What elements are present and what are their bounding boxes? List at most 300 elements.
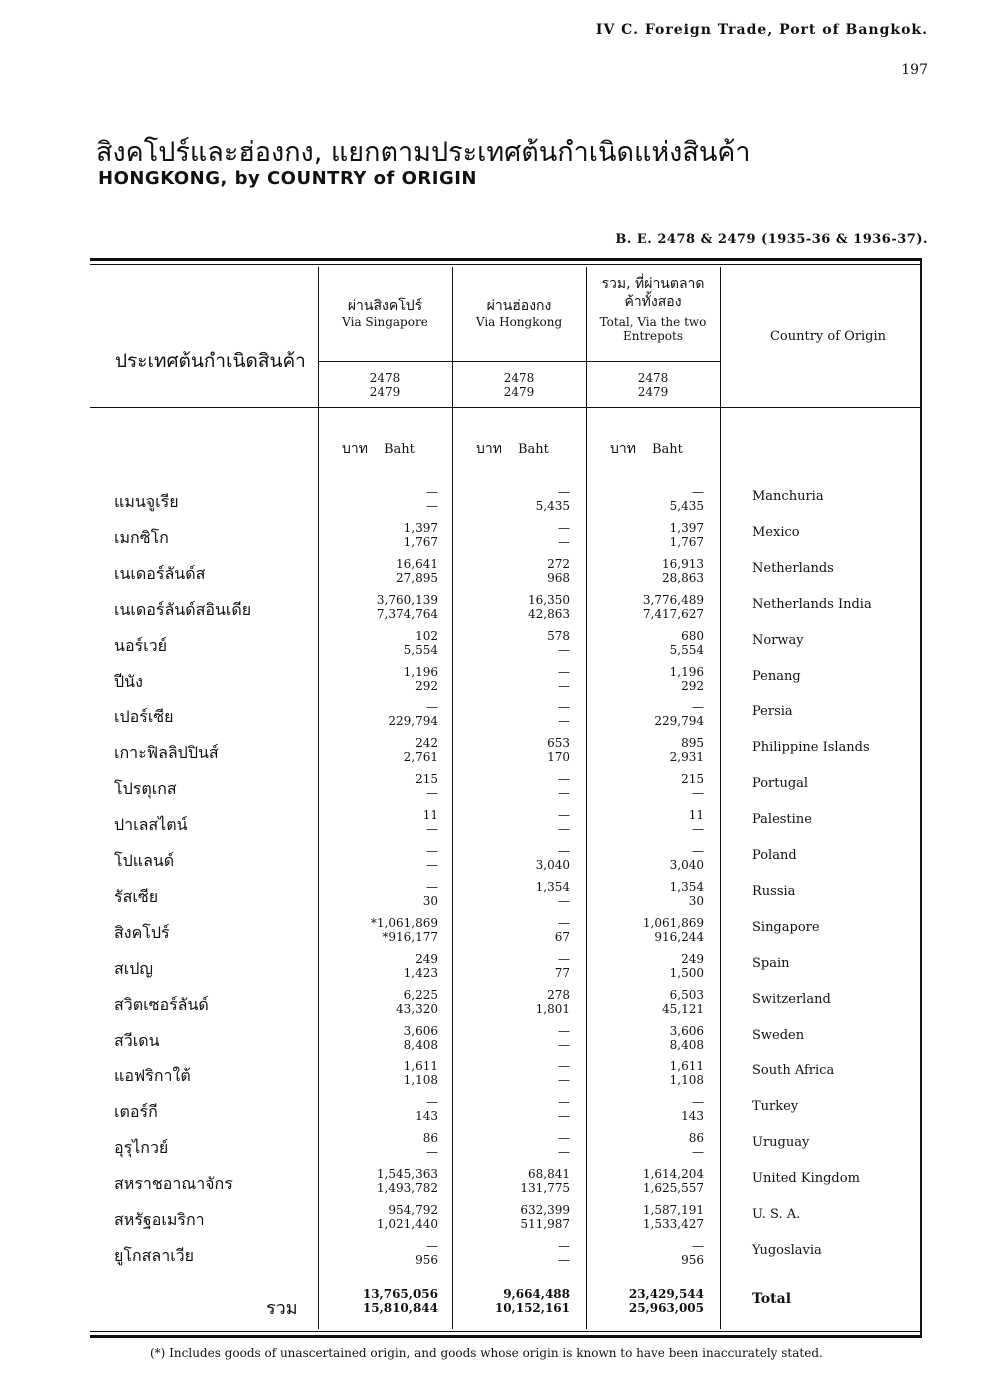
value-2478: — xyxy=(426,485,438,499)
total-label-english: Total xyxy=(752,1291,792,1307)
hongkong-values xyxy=(454,736,570,764)
country-thai: ปีนัง xyxy=(114,671,143,691)
value-2478: — xyxy=(692,1095,704,1110)
value-2479: 1,801 xyxy=(535,1001,570,1016)
table-row xyxy=(90,485,920,521)
value-2478: 578 xyxy=(547,628,570,643)
value-2479: *916,177 xyxy=(382,929,438,944)
page-number: 197 xyxy=(901,62,928,78)
total-values xyxy=(588,1131,704,1159)
table-row xyxy=(90,736,920,772)
total-combined-2479: 25,963,005 xyxy=(628,1301,704,1315)
country-english: Sweden xyxy=(752,1027,805,1043)
unit-label xyxy=(610,438,683,460)
value-2479: 67 xyxy=(554,929,570,944)
value-2478: — xyxy=(558,485,570,499)
total-values xyxy=(588,593,704,621)
country-english: South Africa xyxy=(752,1063,835,1079)
hongkong-values xyxy=(454,880,570,908)
table-row xyxy=(90,1239,920,1275)
value-2478: — xyxy=(558,1131,570,1146)
value-2479: 8,408 xyxy=(403,1037,438,1052)
value-2478: 3,760,139 xyxy=(376,592,438,607)
singapore-values xyxy=(320,593,438,621)
singapore-values xyxy=(320,1239,438,1267)
value-2479: — xyxy=(426,822,438,837)
value-2479: 292 xyxy=(415,678,438,693)
title-thai: สิงคโปร์และฮ่องกง, แยกตามประเทศต้นกำเนิดแห่งสินค้า xyxy=(96,137,751,168)
unit-thai: บาท xyxy=(610,441,636,457)
total-values xyxy=(588,485,704,513)
total-header-thai: รวม, ที่ผ่านตลาดค้าทั้งสอง xyxy=(601,276,705,310)
singapore-values xyxy=(320,844,438,872)
country-english: Philippine Islands xyxy=(752,740,870,756)
header-divider xyxy=(90,407,920,408)
country-english: Netherlands xyxy=(752,560,834,576)
total-values xyxy=(588,952,704,980)
singapore-header-english: Via Singapore xyxy=(342,315,428,329)
singapore-values xyxy=(320,665,438,693)
value-2478: — xyxy=(558,1059,570,1074)
total-values xyxy=(588,916,704,944)
country-thai: รัสเซีย xyxy=(114,886,159,906)
value-2478: 215 xyxy=(415,772,438,787)
total-values xyxy=(588,988,704,1016)
table-row xyxy=(90,952,920,988)
value-2479: 45,121 xyxy=(662,1001,704,1016)
year-1: 2478 xyxy=(369,371,401,385)
value-2478: — xyxy=(558,700,570,715)
value-2478: — xyxy=(426,879,438,894)
year-1: 2478 xyxy=(637,371,669,385)
country-header-thai: ประเทศต้นกำเนิดสินค้า xyxy=(115,350,306,372)
country-thai: อุรุไกวย์ xyxy=(114,1138,169,1158)
value-2479: 8,408 xyxy=(669,1037,704,1052)
unit-label xyxy=(342,438,415,460)
value-2478: 1,196 xyxy=(403,664,438,679)
value-2478: 6,225 xyxy=(403,987,438,1002)
value-2479: — xyxy=(558,642,570,657)
singapore-values xyxy=(320,880,438,908)
value-2479: 3,040 xyxy=(535,858,570,872)
value-2479: — xyxy=(426,786,438,801)
value-2479: 43,320 xyxy=(396,1001,438,1016)
value-2478: 895 xyxy=(681,736,704,751)
table-row xyxy=(90,772,920,808)
value-2479: — xyxy=(558,893,570,908)
total-hongkong-2478: 9,664,488 xyxy=(503,1287,570,1301)
value-2478: 1,611 xyxy=(669,1059,704,1074)
value-2478: 1,196 xyxy=(669,664,704,679)
hongkong-values xyxy=(454,1167,570,1195)
value-2478: 11 xyxy=(422,808,438,823)
title-english: HONGKONG, by COUNTRY of ORIGIN xyxy=(98,168,477,189)
table-row xyxy=(90,593,920,629)
value-2479: 1,533,427 xyxy=(642,1217,704,1231)
value-2479: 131,775 xyxy=(520,1181,570,1196)
running-header: IV C. Foreign Trade, Port of Bangkok. xyxy=(595,22,928,38)
total-hongkong xyxy=(454,1287,570,1315)
hongkong-column-header xyxy=(452,297,586,329)
value-2478: 1,061,869 xyxy=(642,915,704,930)
value-2478: — xyxy=(558,520,570,535)
total-values xyxy=(588,772,704,800)
value-2478: 1,354 xyxy=(535,879,570,894)
value-2479: — xyxy=(426,1145,438,1160)
hongkong-header-thai: ผ่านฮ่องกง xyxy=(486,298,552,314)
country-thai: แอฟริกาใต้ xyxy=(114,1066,191,1086)
country-english: Spain xyxy=(752,955,790,971)
value-2479: 7,374,764 xyxy=(376,606,438,621)
country-header-english: Country of Origin xyxy=(769,329,887,344)
country-english: Singapore xyxy=(752,919,820,935)
value-2479: 7,417,627 xyxy=(642,606,704,621)
country-thai: เปอร์เซีย xyxy=(114,707,174,727)
total-values xyxy=(588,736,704,764)
total-values xyxy=(588,1095,704,1123)
hongkong-values xyxy=(454,1059,570,1087)
value-2478: 1,545,363 xyxy=(376,1167,438,1182)
value-2479: 916,244 xyxy=(654,929,704,944)
table-row xyxy=(90,916,920,952)
value-2479: — xyxy=(426,858,438,872)
table-row xyxy=(90,665,920,701)
year-labels xyxy=(586,371,720,399)
year-2: 2479 xyxy=(369,385,401,399)
value-2479: 1,108 xyxy=(669,1073,704,1088)
hongkong-values xyxy=(454,521,570,549)
value-2479: 511,987 xyxy=(520,1217,570,1231)
total-values xyxy=(588,700,704,728)
singapore-values xyxy=(320,1203,438,1231)
total-singapore xyxy=(320,1287,438,1315)
value-2479: 956 xyxy=(415,1252,438,1267)
value-2478: 278 xyxy=(547,987,570,1002)
value-2479: — xyxy=(692,822,704,837)
value-2478: 215 xyxy=(681,772,704,787)
country-english: Netherlands India xyxy=(752,596,872,612)
table-row xyxy=(90,844,920,880)
hongkong-values xyxy=(454,1095,570,1123)
singapore-values xyxy=(320,1024,438,1052)
total-values xyxy=(588,808,704,836)
total-values xyxy=(588,1059,704,1087)
value-2478: — xyxy=(426,1238,438,1253)
country-english: Uruguay xyxy=(752,1135,810,1151)
country-english: Mexico xyxy=(752,524,800,540)
table-row xyxy=(90,521,920,557)
singapore-values xyxy=(320,629,438,657)
table-row xyxy=(90,700,920,736)
value-2478: 86 xyxy=(422,1131,438,1146)
country-thai: เนเดอร์ลันด์สอินเดีย xyxy=(114,599,252,619)
value-2478: 3,776,489 xyxy=(642,592,704,607)
unit-label xyxy=(476,438,549,460)
value-2478: — xyxy=(692,485,704,499)
value-2478: — xyxy=(558,772,570,787)
table-row xyxy=(90,1024,920,1060)
singapore-values xyxy=(320,1095,438,1123)
unit-english: Baht xyxy=(651,442,683,457)
value-2479: 1,625,557 xyxy=(642,1181,704,1196)
value-2478: — xyxy=(426,700,438,715)
value-2478: — xyxy=(558,1238,570,1253)
value-2478: 6,503 xyxy=(669,987,704,1002)
value-2479: 292 xyxy=(681,678,704,693)
singapore-values xyxy=(320,772,438,800)
value-2479: 77 xyxy=(554,965,570,980)
value-2479: 27,895 xyxy=(396,570,438,585)
hongkong-values xyxy=(454,665,570,693)
singapore-values xyxy=(320,988,438,1016)
country-thai: สวิตเซอร์ลันด์ xyxy=(114,994,209,1014)
value-2478: 1,614,204 xyxy=(642,1167,704,1182)
value-2479: 3,040 xyxy=(669,858,704,872)
total-column-header xyxy=(594,275,712,343)
value-2479: — xyxy=(558,786,570,801)
hongkong-values xyxy=(454,952,570,980)
total-combined-2478: 23,429,544 xyxy=(628,1287,704,1301)
country-english: Yugoslavia xyxy=(752,1242,822,1258)
value-2479: 2,931 xyxy=(669,750,704,765)
country-thai: สิงคโปร์ xyxy=(114,922,170,942)
total-label-thai: รวม xyxy=(266,1298,298,1319)
value-2478: 954,792 xyxy=(388,1203,438,1217)
hongkong-values xyxy=(454,1024,570,1052)
country-english: Persia xyxy=(752,704,793,720)
country-thai: นอร์เวย์ xyxy=(114,635,167,655)
value-2479: — xyxy=(558,678,570,693)
country-thai: เมกซิโก xyxy=(114,527,169,547)
period-label: B. E. 2478 & 2479 (1935-36 & 1936-37). xyxy=(615,232,928,247)
value-2478: 1,611 xyxy=(403,1059,438,1074)
total-singapore-2479: 15,810,844 xyxy=(362,1301,438,1315)
value-2478: — xyxy=(558,1095,570,1110)
country-thai: สหราชอาณาจักร xyxy=(114,1174,233,1194)
value-2479: 30 xyxy=(422,893,438,908)
total-combined xyxy=(588,1287,704,1315)
value-2478: 3,606 xyxy=(669,1023,704,1038)
country-english: U. S. A. xyxy=(752,1207,801,1222)
value-2479: — xyxy=(692,1145,704,1160)
value-2478: 1,587,191 xyxy=(642,1203,704,1217)
year-1: 2478 xyxy=(503,371,535,385)
value-2479: 143 xyxy=(681,1109,704,1124)
value-2478: 1,397 xyxy=(669,520,704,535)
value-2478: 86 xyxy=(688,1131,704,1146)
hongkong-values xyxy=(454,1239,570,1267)
hongkong-values xyxy=(454,1203,570,1231)
total-values xyxy=(588,844,704,872)
value-2479: — xyxy=(692,786,704,801)
total-values xyxy=(588,1167,704,1195)
singapore-values xyxy=(320,916,438,944)
value-2478: 1,397 xyxy=(403,520,438,535)
country-thai: เนเดอร์ลันด์ส xyxy=(114,563,206,583)
table-row xyxy=(90,808,920,844)
value-2478: 680 xyxy=(681,628,704,643)
singapore-column-header xyxy=(318,297,452,329)
country-thai: เกาะฟิลลิปปินส์ xyxy=(114,743,219,763)
value-2478: — xyxy=(426,844,438,858)
hongkong-values xyxy=(454,557,570,585)
table-row xyxy=(90,988,920,1024)
year-labels xyxy=(318,371,452,399)
value-2478: 653 xyxy=(547,736,570,751)
hongkong-values xyxy=(454,485,570,513)
country-thai: ยูโกสลาเวีย xyxy=(114,1245,195,1265)
total-values xyxy=(588,665,704,693)
value-2478: 249 xyxy=(415,951,438,966)
unit-english: Baht xyxy=(383,442,415,457)
singapore-values xyxy=(320,521,438,549)
year-2: 2479 xyxy=(503,385,535,399)
singapore-values xyxy=(320,808,438,836)
singapore-values xyxy=(320,1131,438,1159)
value-2478: — xyxy=(558,1023,570,1038)
value-2478: — xyxy=(558,808,570,823)
singapore-values xyxy=(320,1167,438,1195)
value-2479: — xyxy=(426,499,438,513)
value-2479: 1,021,440 xyxy=(376,1217,438,1231)
total-singapore-2478: 13,765,056 xyxy=(362,1287,438,1301)
country-thai: โปแลนด์ xyxy=(114,851,175,870)
table-row xyxy=(90,880,920,916)
country-english: Turkey xyxy=(752,1099,799,1115)
value-2479: 5,554 xyxy=(669,642,704,657)
value-2478: 102 xyxy=(415,628,438,643)
value-2478: 16,641 xyxy=(396,556,438,571)
value-2478: — xyxy=(558,951,570,966)
total-hongkong-2479: 10,152,161 xyxy=(494,1301,570,1315)
value-2479: 5,435 xyxy=(669,499,704,513)
value-2478: — xyxy=(558,664,570,679)
value-2478: 1,354 xyxy=(669,879,704,894)
value-2478: — xyxy=(558,915,570,930)
value-2478: 3,606 xyxy=(403,1023,438,1038)
value-2478: — xyxy=(692,700,704,715)
value-2478: — xyxy=(692,1238,704,1253)
value-2479: 1,493,782 xyxy=(376,1181,438,1196)
footnote: (*) Includes goods of unascertained origin, and goods whose origin is known to have been inaccurately stated. xyxy=(150,1346,823,1360)
value-2478: *1,061,869 xyxy=(370,915,438,930)
hongkong-values xyxy=(454,700,570,728)
value-2478: — xyxy=(426,1095,438,1110)
total-values xyxy=(588,629,704,657)
singapore-values xyxy=(320,700,438,728)
hongkong-values xyxy=(454,916,570,944)
total-values xyxy=(588,1024,704,1052)
value-2479: 5,435 xyxy=(535,499,570,513)
hongkong-values xyxy=(454,988,570,1016)
total-values xyxy=(588,1203,704,1231)
unit-thai: บาท xyxy=(476,441,502,457)
value-2478: — xyxy=(692,844,704,858)
singapore-values xyxy=(320,485,438,513)
table-row xyxy=(90,1059,920,1095)
country-thai: ปาเลสไตน์ xyxy=(114,815,188,835)
value-2479: — xyxy=(558,1252,570,1267)
unit-english: Baht xyxy=(517,442,549,457)
value-2478: 249 xyxy=(681,951,704,966)
hongkong-values xyxy=(454,772,570,800)
value-2479: — xyxy=(558,1109,570,1124)
hongkong-header-english: Via Hongkong xyxy=(475,315,563,329)
value-2479: 956 xyxy=(681,1252,704,1267)
country-thai: สหรัฐอเมริกา xyxy=(114,1210,205,1229)
total-header-english: Total, Via the two Entrepots xyxy=(599,315,707,343)
value-2478: — xyxy=(558,844,570,858)
total-values xyxy=(588,1239,704,1267)
country-english: Manchuria xyxy=(752,489,824,504)
country-thai: โปรตุเกส xyxy=(114,779,177,799)
value-2479: — xyxy=(558,714,570,729)
country-english: United Kingdom xyxy=(752,1171,860,1187)
value-2478: 16,350 xyxy=(528,592,570,607)
year-labels xyxy=(452,371,586,399)
value-2478: 242 xyxy=(415,736,438,751)
country-english: Penang xyxy=(752,668,801,684)
value-2479: — xyxy=(558,1037,570,1052)
trade-table xyxy=(90,258,922,1338)
country-english: Poland xyxy=(752,848,797,863)
table-row xyxy=(90,1095,920,1131)
country-english: Switzerland xyxy=(752,991,831,1007)
country-thai: เตอร์กี xyxy=(114,1102,158,1122)
table-row xyxy=(90,1167,920,1203)
value-2479: 1,767 xyxy=(669,534,704,549)
total-values xyxy=(588,521,704,549)
value-2479: 229,794 xyxy=(388,714,438,729)
country-english: Norway xyxy=(752,632,804,648)
hongkong-values xyxy=(454,844,570,872)
value-2479: 28,863 xyxy=(662,570,704,585)
hongkong-values xyxy=(454,808,570,836)
country-thai: สเปญ xyxy=(114,958,154,978)
unit-thai: บาท xyxy=(342,441,368,457)
country-english: Portugal xyxy=(752,776,809,792)
value-2478: 11 xyxy=(688,808,704,823)
value-2479: — xyxy=(558,534,570,549)
value-2478: 68,841 xyxy=(528,1167,570,1182)
value-2478: 16,913 xyxy=(662,556,704,571)
value-2479: 2,761 xyxy=(403,750,438,765)
table-row xyxy=(90,1203,920,1239)
header-divider xyxy=(318,361,720,362)
value-2479: 229,794 xyxy=(654,714,704,729)
value-2479: 1,767 xyxy=(403,534,438,549)
value-2479: 42,863 xyxy=(528,606,570,621)
value-2479: 143 xyxy=(415,1109,438,1124)
value-2479: — xyxy=(558,1145,570,1160)
value-2479: 30 xyxy=(688,893,704,908)
value-2479: 1,500 xyxy=(669,965,704,980)
country-english: Palestine xyxy=(752,812,812,828)
year-2: 2479 xyxy=(637,385,669,399)
country-thai: แมนจูเรีย xyxy=(114,492,179,511)
total-values xyxy=(588,557,704,585)
value-2479: 170 xyxy=(547,750,570,765)
value-2479: 1,423 xyxy=(403,965,438,980)
country-english: Russia xyxy=(752,883,796,899)
table-row xyxy=(90,1131,920,1167)
value-2479: — xyxy=(558,1073,570,1088)
value-2479: 5,554 xyxy=(403,642,438,657)
singapore-values xyxy=(320,736,438,764)
singapore-values xyxy=(320,952,438,980)
singapore-header-thai: ผ่านสิงคโปร์ xyxy=(347,298,423,314)
singapore-values xyxy=(320,557,438,585)
